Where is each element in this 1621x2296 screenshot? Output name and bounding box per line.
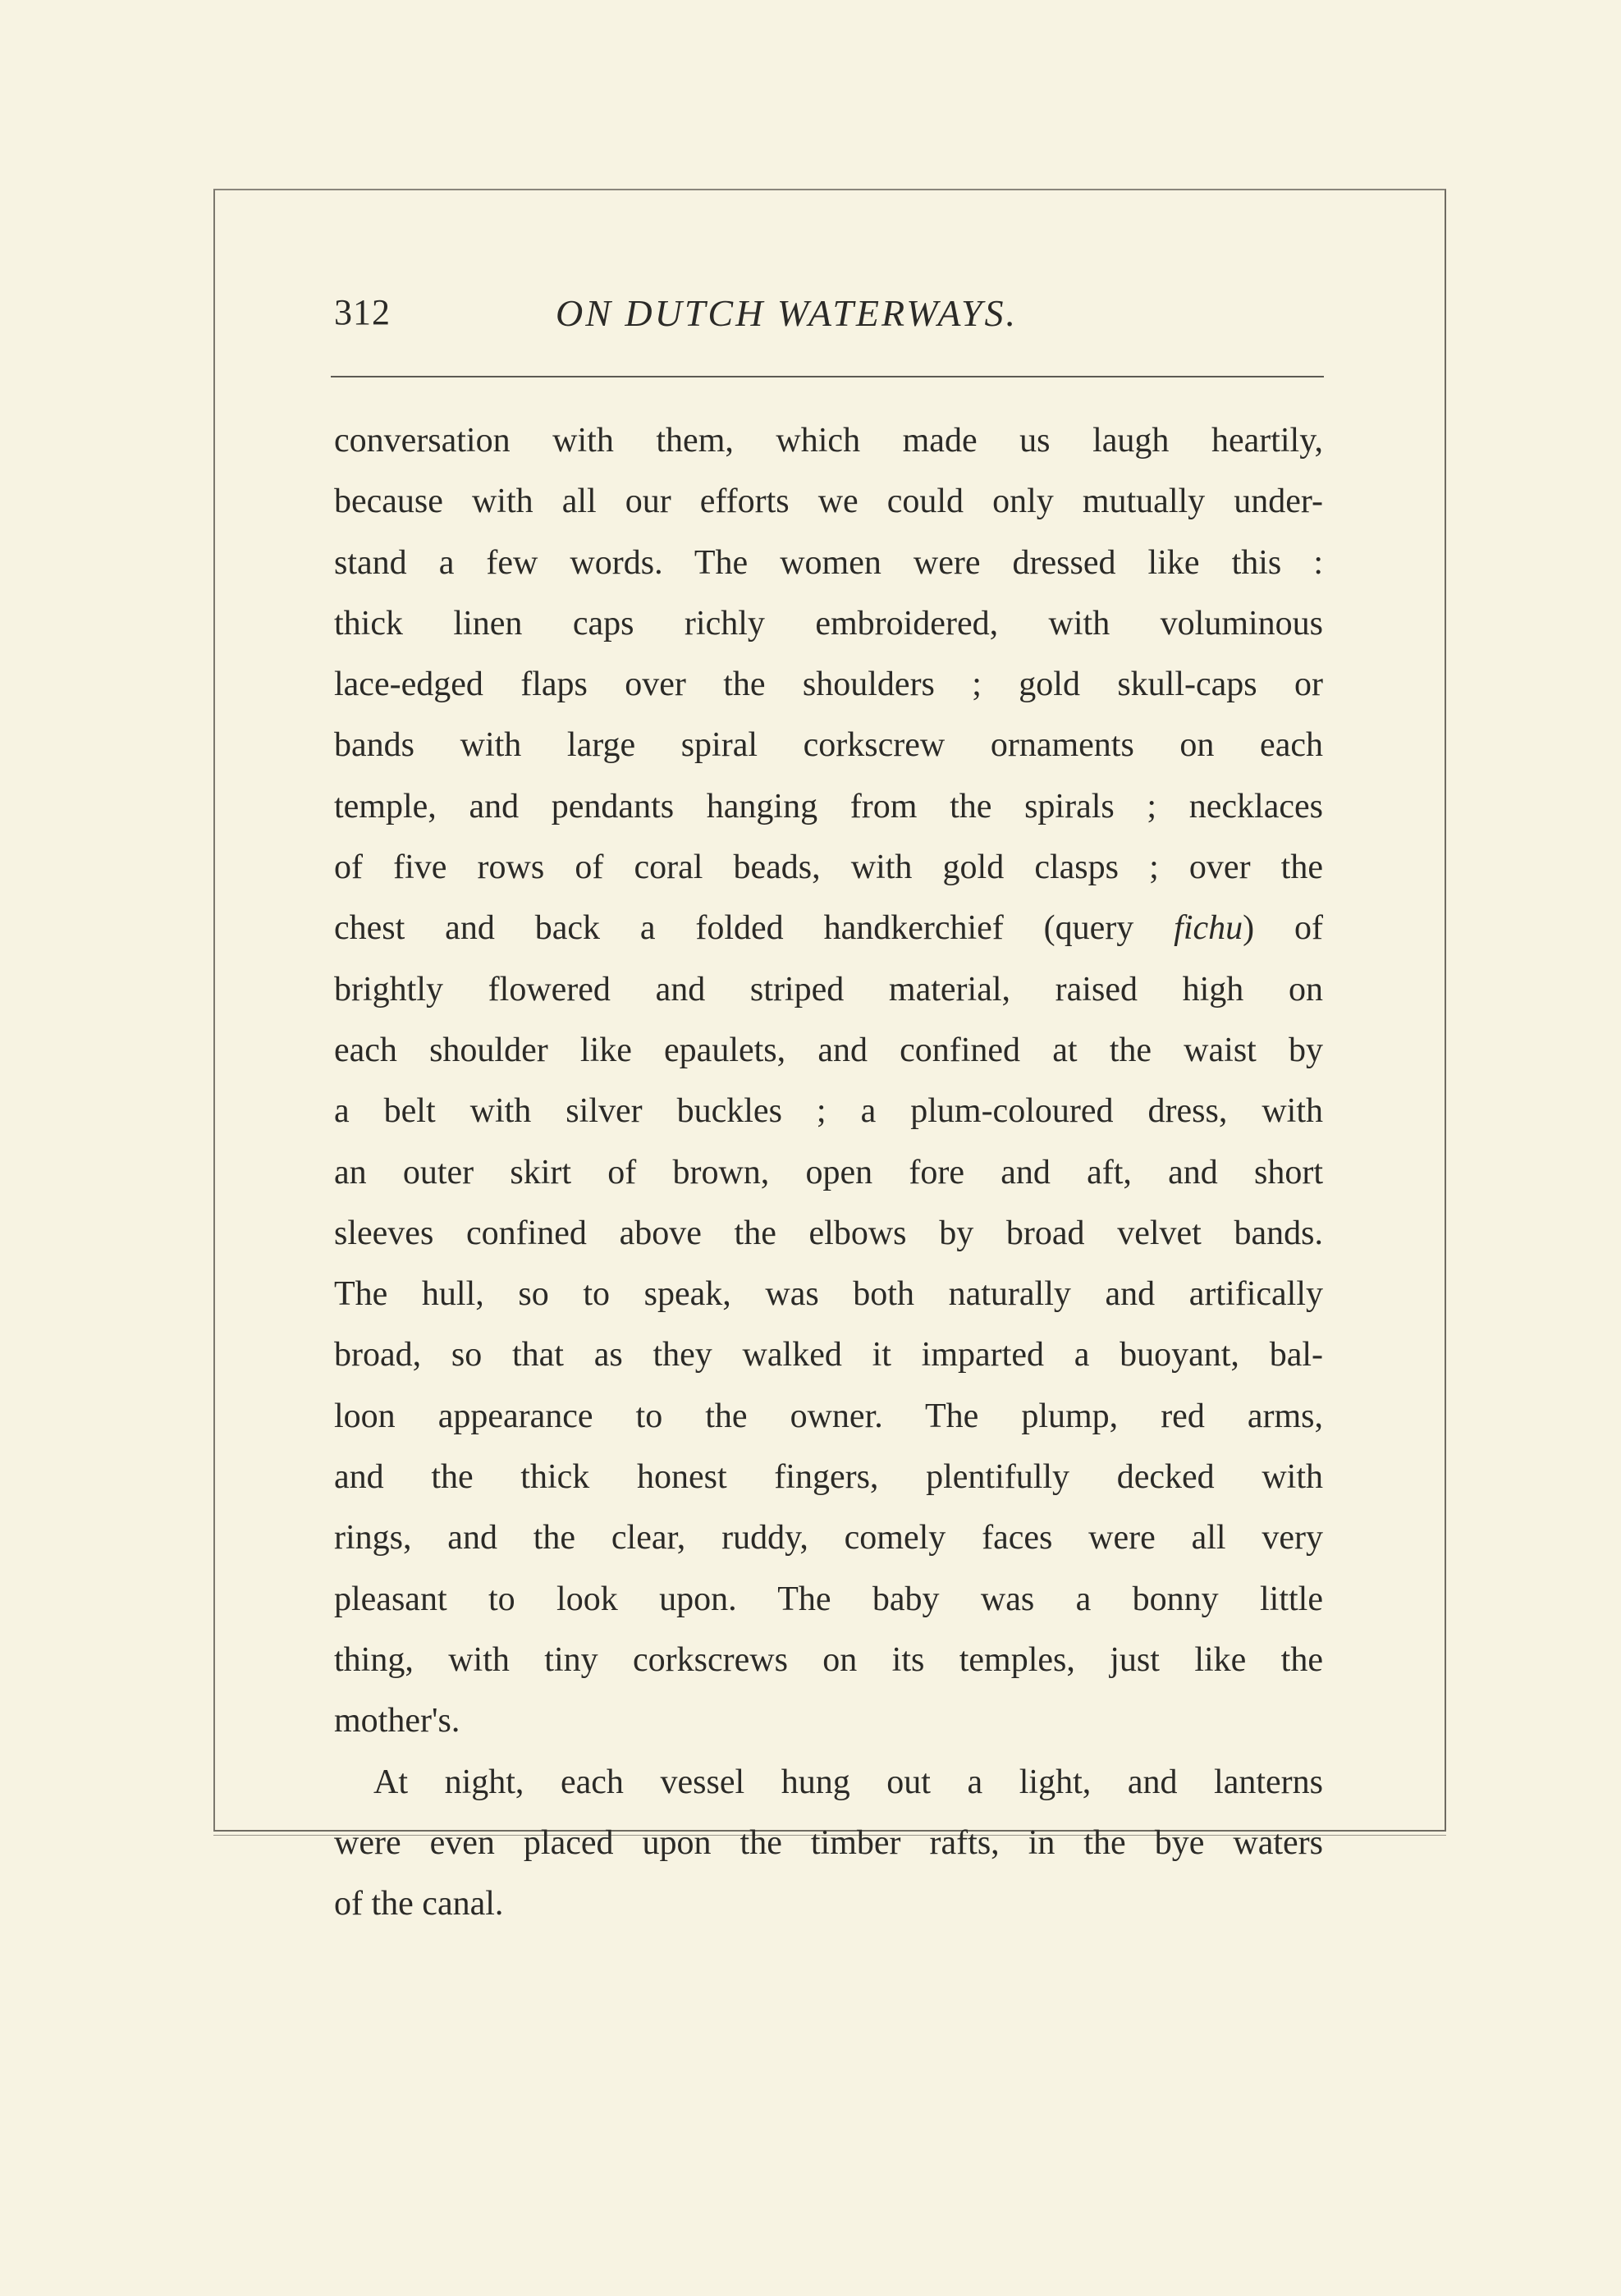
page-number: 312 [334, 292, 391, 332]
text-line: lace-edged flaps over the shoulders ; gold skull-caps or [334, 665, 1323, 704]
italic-term: fichu [1174, 909, 1243, 948]
text-line: of five rows of coral beads, with gold clasps ; over the [334, 848, 1323, 887]
text-line: loon appearance to the owner. The plump, red arms, [334, 1397, 1323, 1435]
text-line: broad, so that as they walked it imparted a buoyant, bal- [334, 1336, 1323, 1374]
text-span: chest and back a folded handkerchief (query [334, 909, 1175, 948]
text-line: a belt with silver buckles ; a plum-coloured dress, with [334, 1092, 1323, 1131]
text-line [334, 898, 1323, 958]
running-title: ON DUTCH WATERWAYS. [556, 292, 1019, 334]
text-line: conversation with them, which made us laugh heartily, [334, 422, 1323, 460]
text-line: an outer skirt of brown, open fore and aft, and short [334, 1153, 1323, 1191]
text-line: because with all our efforts we could only mutually under- [334, 483, 1323, 521]
paragraph [334, 410, 1323, 1752]
text-line: thing, with tiny corkscrews on its temples, just like the [334, 1640, 1323, 1679]
text-line: The hull, so to speak, was both naturally and artifically [334, 1275, 1323, 1314]
text-line: brightly flowered and striped material, raised high on [334, 970, 1323, 1009]
text-line: mother's. [334, 1702, 460, 1740]
running-head [334, 291, 1323, 341]
text-line: bands with large spiral corkscrew ornaments on each [334, 726, 1323, 765]
text-span: ) of [1243, 909, 1323, 948]
text-line: At night, each vessel hung out a light, and lanterns [373, 1763, 1323, 1801]
text-line: were even placed upon the timber rafts, in the bye waters [334, 1823, 1323, 1862]
text-line: of the canal. [334, 1885, 504, 1923]
text-line: and the thick honest fingers, plentifully decked with [334, 1458, 1323, 1497]
paragraph [334, 1752, 1323, 1935]
text-line: thick linen caps richly embroidered, with voluminous [334, 604, 1323, 643]
text-line: pleasant to look upon. The baby was a bonny little [334, 1580, 1323, 1618]
header-rule [331, 376, 1324, 377]
text-line: rings, and the clear, ruddy, comely faces were all very [334, 1519, 1323, 1557]
text-line: sleeves confined above the elbows by broad velvet bands. [334, 1214, 1323, 1252]
text-line: stand a few words. The women were dressed like this : [334, 543, 1323, 582]
text-line: each shoulder like epaulets, and confined at the waist by [334, 1031, 1323, 1069]
text-line: temple, and pendants hanging from the spirals ; necklaces [334, 787, 1323, 826]
body-text [334, 410, 1323, 1934]
